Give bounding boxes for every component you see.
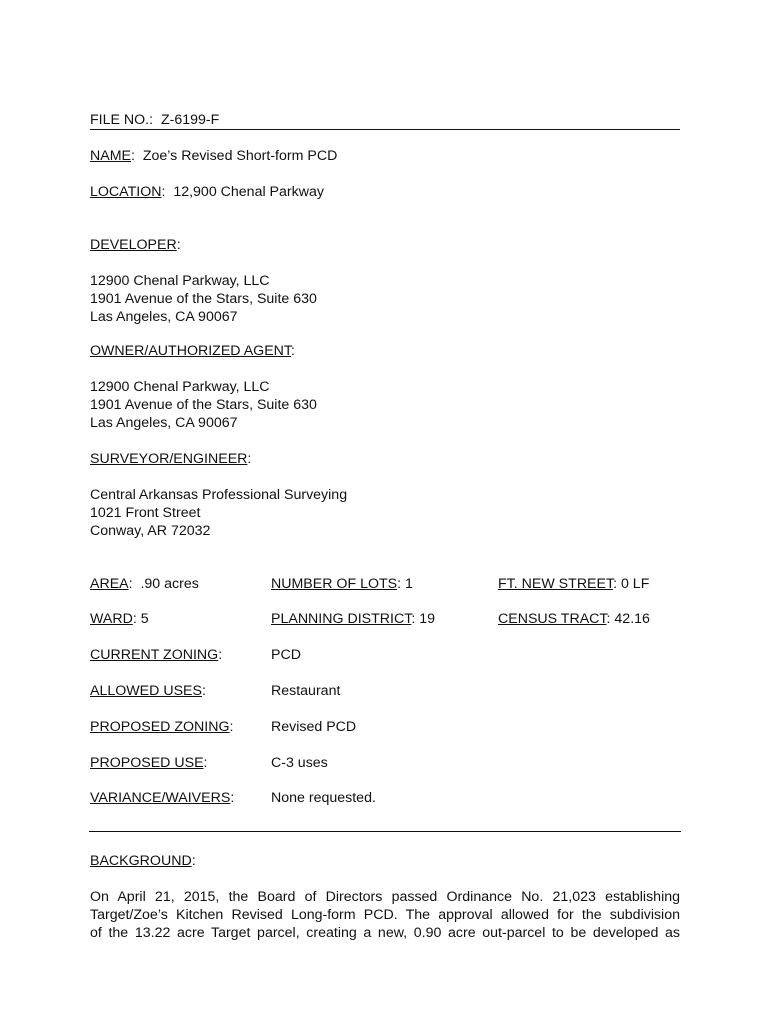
developer-address bbox=[90, 272, 317, 326]
zoning-row-label-wrap: PROPOSED ZONING: bbox=[90, 719, 234, 735]
zoning-row-label-wrap: PROPOSED USE: bbox=[90, 755, 208, 771]
location-value: 12,900 Chenal Parkway bbox=[173, 184, 324, 200]
planning-district-field: PLANNING DISTRICT: 19 bbox=[271, 611, 435, 627]
planning-district-label: PLANNING DISTRICT bbox=[271, 611, 412, 627]
surveyor-heading: SURVEYOR/ENGINEER: bbox=[90, 451, 252, 467]
owner-line: 1901 Avenue of the Stars, Suite 630 bbox=[90, 397, 317, 413]
lots-field: NUMBER OF LOTS: 1 bbox=[271, 576, 413, 592]
proposed-zoning-label: PROPOSED ZONING bbox=[90, 719, 230, 735]
background-line: Target/Zoe’s Kitchen Revised Long-form PCD. The approval allowed for the subdivision bbox=[90, 907, 680, 923]
name-value: Zoe’s Revised Short-form PCD bbox=[142, 148, 338, 164]
area-field: AREA: .90 acres bbox=[90, 576, 199, 592]
background-line: On April 21, 2015, the Board of Directors passed Ordinance No. 21,023 establishing bbox=[90, 889, 680, 905]
proposed-use-label: PROPOSED USE bbox=[90, 755, 204, 771]
area-value: .90 acres bbox=[140, 576, 199, 592]
owner-label: OWNER/AUTHORIZED AGENT bbox=[90, 343, 291, 359]
file-number-value: Z-6199-F bbox=[160, 112, 220, 128]
variance-waivers-label: VARIANCE/WAIVERS bbox=[90, 790, 231, 806]
surveyor-line: 1021 Front Street bbox=[90, 505, 201, 521]
name-label: NAME bbox=[90, 148, 131, 164]
section-divider bbox=[89, 831, 681, 832]
zoning-row bbox=[90, 682, 690, 700]
proposed-use-value: C-3 uses bbox=[271, 755, 328, 771]
ward-field: WARD: 5 bbox=[90, 611, 149, 627]
developer-heading: DEVELOPER: bbox=[90, 237, 181, 253]
current-zoning-label: CURRENT ZONING bbox=[90, 647, 219, 663]
background-line: of the 13.22 acre Target parcel, creating a new, 0.90 acre out-parcel to be developed as bbox=[90, 925, 680, 941]
lots-label: NUMBER OF LOTS bbox=[271, 576, 398, 592]
developer-line: 12900 Chenal Parkway, LLC bbox=[90, 273, 270, 289]
ward-value: 5 bbox=[140, 611, 149, 627]
location-field: LOCATION: 12,900 Chenal Parkway bbox=[90, 184, 324, 200]
zoning-row-label-wrap: VARIANCE/WAIVERS: bbox=[90, 790, 235, 806]
area-label: AREA bbox=[90, 576, 129, 592]
census-tract-label: CENSUS TRACT bbox=[498, 611, 607, 627]
file-number-label: FILE NO.: bbox=[90, 112, 154, 128]
new-street-value: 0 LF bbox=[620, 576, 650, 592]
developer-line: 1901 Avenue of the Stars, Suite 630 bbox=[90, 291, 317, 307]
stats-row-1 bbox=[90, 575, 690, 593]
planning-district-value: 19 bbox=[419, 611, 435, 627]
zoning-row bbox=[90, 718, 690, 736]
surveyor-address bbox=[90, 486, 347, 540]
zoning-row bbox=[90, 754, 690, 772]
file-number-line bbox=[90, 111, 680, 130]
zoning-row-label-wrap: CURRENT ZONING: bbox=[90, 647, 223, 663]
census-tract-value: 42.16 bbox=[614, 611, 650, 627]
allowed-uses-value: Restaurant bbox=[271, 683, 341, 699]
owner-address bbox=[90, 378, 317, 432]
stats-row-2 bbox=[90, 610, 690, 628]
zoning-row bbox=[90, 789, 690, 807]
name-field: NAME: Zoe’s Revised Short-form PCD bbox=[90, 148, 338, 164]
zoning-row bbox=[90, 646, 690, 664]
lots-value: 1 bbox=[405, 576, 413, 592]
surveyor-label: SURVEYOR/ENGINEER bbox=[90, 451, 248, 467]
new-street-label: FT. NEW STREET bbox=[498, 576, 614, 592]
background-heading: BACKGROUND: bbox=[90, 853, 196, 869]
allowed-uses-label: ALLOWED USES bbox=[90, 683, 202, 699]
location-label: LOCATION bbox=[90, 184, 162, 200]
surveyor-line: Conway, AR 72032 bbox=[90, 523, 211, 539]
ward-label: WARD bbox=[90, 611, 133, 627]
owner-line: 12900 Chenal Parkway, LLC bbox=[90, 379, 270, 395]
new-street-field: FT. NEW STREET: 0 LF bbox=[498, 576, 650, 592]
current-zoning-value: PCD bbox=[271, 647, 301, 663]
owner-heading: OWNER/AUTHORIZED AGENT: bbox=[90, 343, 295, 359]
background-paragraph bbox=[90, 888, 680, 942]
census-tract-field: CENSUS TRACT: 42.16 bbox=[498, 611, 650, 627]
developer-label: DEVELOPER bbox=[90, 237, 177, 253]
zoning-row-label-wrap: ALLOWED USES: bbox=[90, 683, 206, 699]
background-label: BACKGROUND bbox=[90, 853, 192, 869]
developer-line: Las Angeles, CA 90067 bbox=[90, 309, 238, 325]
owner-line: Las Angeles, CA 90067 bbox=[90, 415, 238, 431]
variance-waivers-value: None requested. bbox=[271, 790, 376, 806]
proposed-zoning-value: Revised PCD bbox=[271, 719, 357, 735]
surveyor-line: Central Arkansas Professional Surveying bbox=[90, 487, 348, 503]
